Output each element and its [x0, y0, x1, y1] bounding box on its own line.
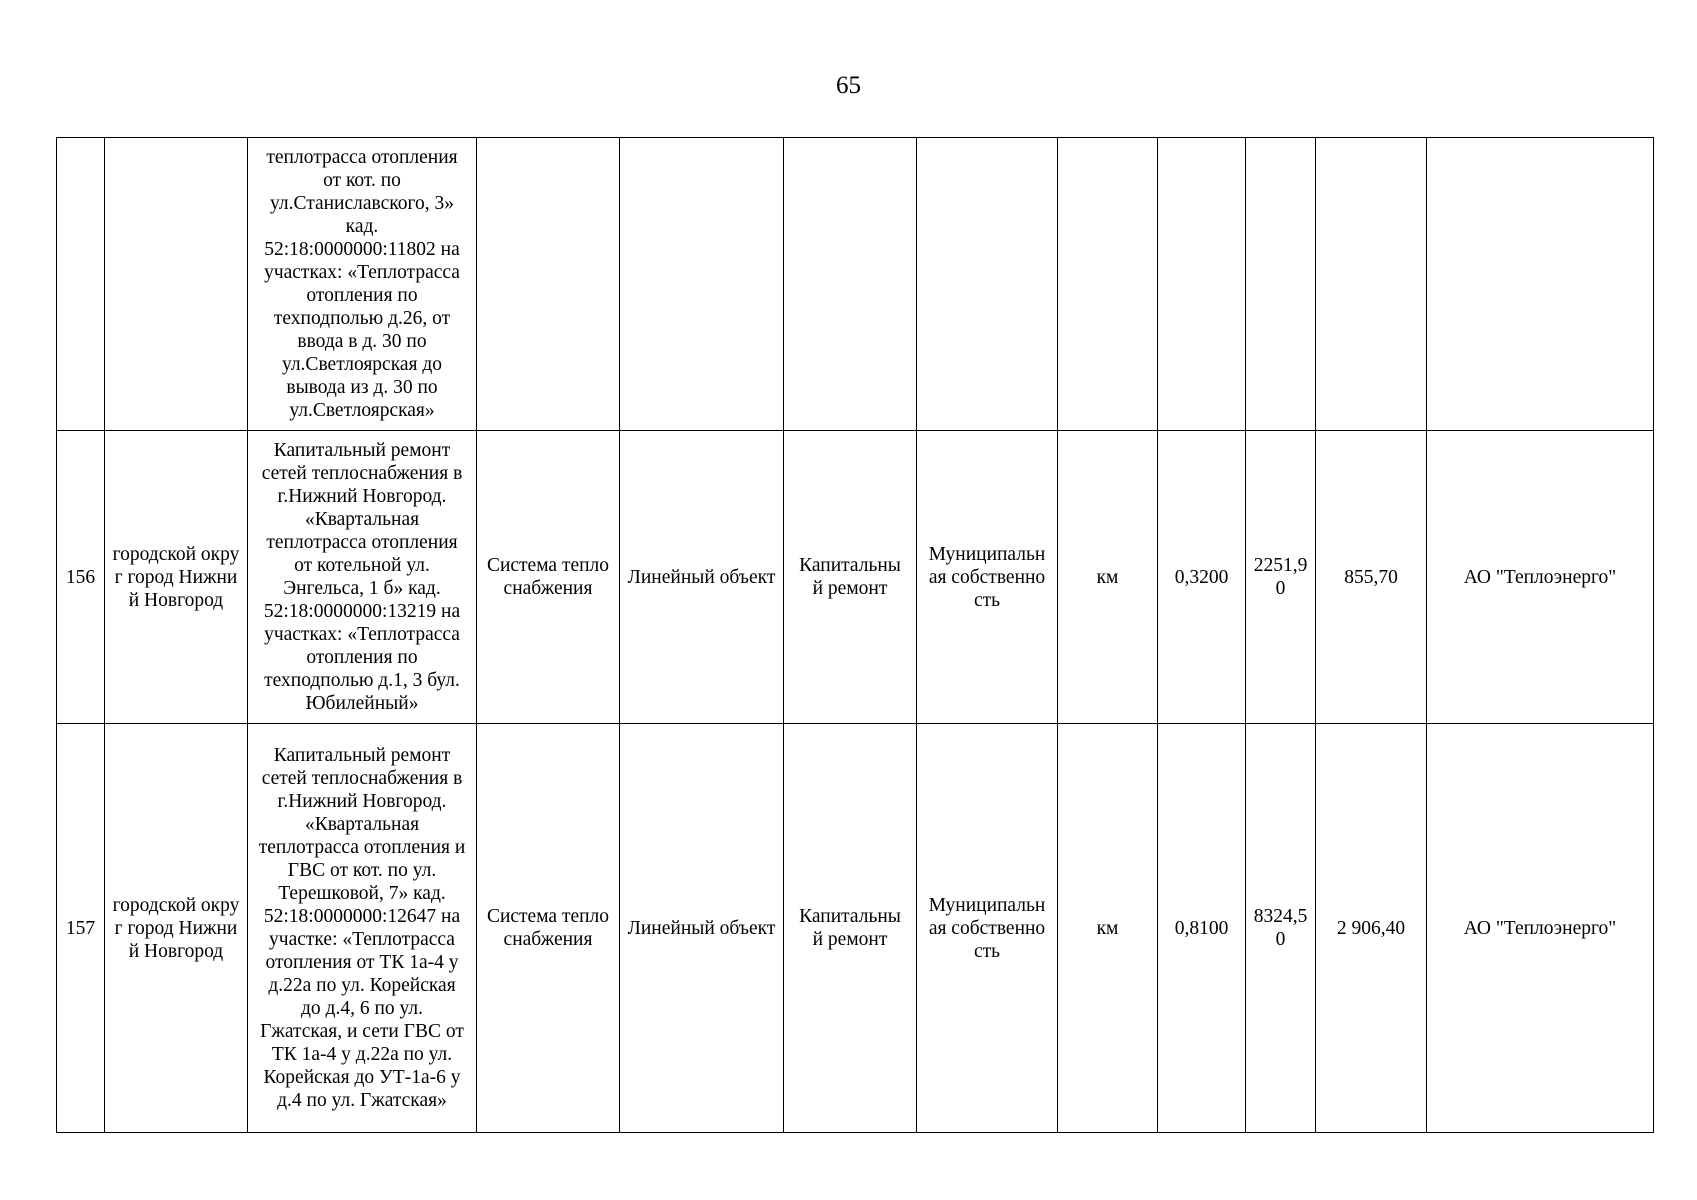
unit-cell: км — [1058, 724, 1158, 1133]
table-row — [57, 138, 1654, 431]
quantity-cell: 0,3200 — [1158, 431, 1246, 724]
object-type-cell — [620, 138, 784, 431]
unit-cell: км — [1058, 431, 1158, 724]
territory-cell — [105, 138, 248, 431]
ownership-cell: Муниципальная собственность — [917, 431, 1058, 724]
ownership-cell: Муниципальная собственность — [917, 724, 1058, 1133]
organization-cell: АО "Теплоэнерго" — [1427, 724, 1654, 1133]
description-cell: Капитальный ремонт сетей теплоснабжения в г.Нижний Новгород. «Квартальная теплотрасса отопления от котельной ул. Энгельса, 1 б» кад. 52:18:0000000:13219 на участках: «Теплотрасса отопления по техподполью д.1, 3 бул. Юбилейный» — [248, 431, 477, 724]
cost-total-cell: 2251,90 — [1246, 431, 1316, 724]
quantity-cell — [1158, 138, 1246, 431]
quantity-cell: 0,8100 — [1158, 724, 1246, 1133]
work-type-cell — [784, 138, 917, 431]
row-number-cell — [57, 138, 105, 431]
cost-year-cell: 855,70 — [1316, 431, 1427, 724]
system-cell: Система теплоснабжения — [477, 724, 620, 1133]
organization-cell: АО "Теплоэнерго" — [1427, 431, 1654, 724]
cost-total-cell: 8324,50 — [1246, 724, 1316, 1133]
description-cell: теплотрасса отопления от кот. по ул.Станиславского, 3» кад. 52:18:0000000:11802 на участках: «Теплотрасса отопления по техподполью д.26, от ввода в д. 30 по ул.Светлоярская до вывода из д. 30 по ул.Светлоярская» — [248, 138, 477, 431]
work-type-cell: Капитальный ремонт — [784, 724, 917, 1133]
object-type-cell: Линейный объект — [620, 724, 784, 1133]
territory-cell: городской округ город Нижний Новгород — [105, 724, 248, 1133]
work-type-cell: Капитальный ремонт — [784, 431, 917, 724]
object-type-cell: Линейный объект — [620, 431, 784, 724]
organization-cell — [1427, 138, 1654, 431]
row-number-cell: 157 — [57, 724, 105, 1133]
page-number: 65 — [836, 72, 861, 99]
table-row — [57, 724, 1654, 1133]
cost-year-cell — [1316, 138, 1427, 431]
investment-program-table — [56, 137, 1654, 1133]
cost-year-cell: 2 906,40 — [1316, 724, 1427, 1133]
ownership-cell — [917, 138, 1058, 431]
system-cell: Система теплоснабжения — [477, 431, 620, 724]
cost-total-cell — [1246, 138, 1316, 431]
table-row — [57, 431, 1654, 724]
description-cell: Капитальный ремонт сетей теплоснабжения в г.Нижний Новгород. «Квартальная теплотрасса отопления и ГВС от кот. по ул. Терешковой, 7» кад. 52:18:0000000:12647 на участке: «Теплотрасса отопления от ТК 1а-4 у д.22а по ул. Корейская до д.4, 6 по ул. Гжатская, и сети ГВС от ТК 1а-4 у д.22а по ул. Корейская до УТ-1а-6 у д.4 по ул. Гжатская» — [248, 724, 477, 1133]
system-cell — [477, 138, 620, 431]
territory-cell: городской округ город Нижний Новгород — [105, 431, 248, 724]
row-number-cell: 156 — [57, 431, 105, 724]
unit-cell — [1058, 138, 1158, 431]
